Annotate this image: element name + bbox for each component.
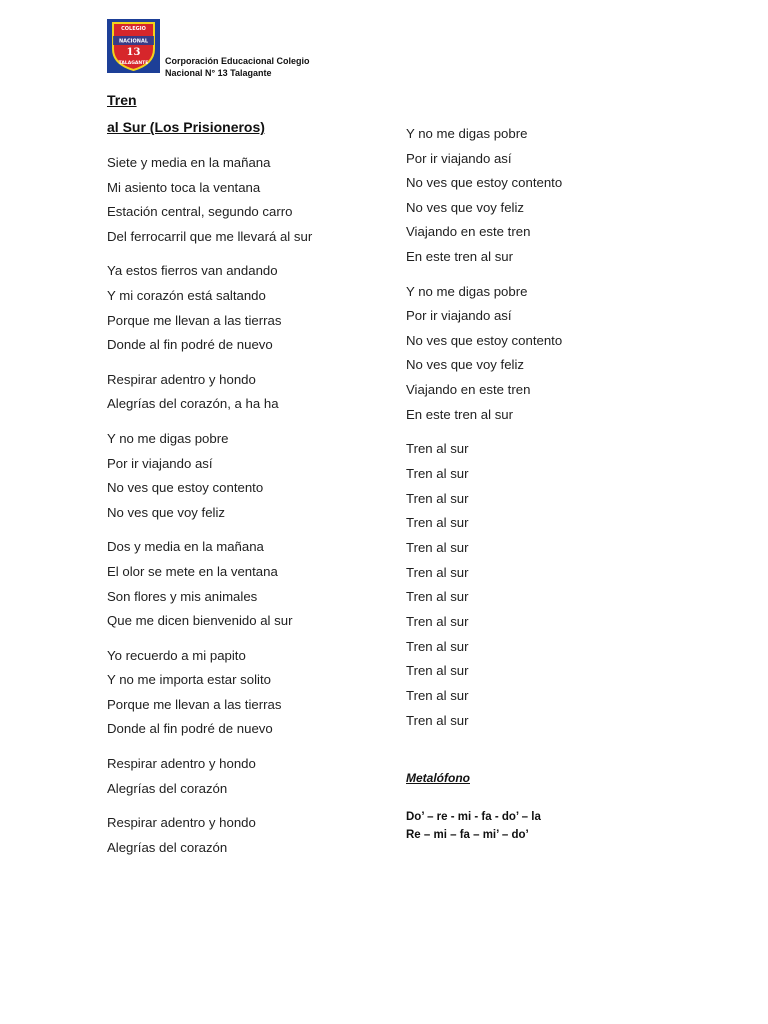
lyrics-stanza [107,368,437,417]
lyric-line: Tren al sur [406,712,469,728]
lyrics-stanza [107,811,437,860]
lyric-line: No ves que estoy contento [406,332,563,348]
lyric-line: Tren al sur [406,441,469,457]
song-title-line-2: al Sur (Los Prisioneros) [107,119,265,135]
lyric-line: Del ferrocarril que me llevará al sur [107,228,313,244]
lyric-line: Alegrías del corazón [107,839,228,855]
lyric-line: En este tren al sur [406,248,514,264]
lyric-line: No ves que voy feliz [406,357,525,373]
lyric-line: Por ir viajando así [107,455,213,471]
crest-arc-text: COLEGIO [121,26,146,32]
lyric-line: Respirar adentro y hondo [107,371,256,387]
lyric-line: Tren al sur [406,613,469,629]
lyric-line: Tren al sur [406,515,469,531]
lyric-line: Respirar adentro y hondo [107,815,256,831]
lyric-line: Viajando en este tren [406,381,531,397]
lyrics-stanza [107,752,437,801]
lyric-line: Viajando en este tren [406,224,531,240]
lyric-line: No ves que voy feliz [406,199,525,215]
lyric-line: Que me dicen bienvenido al sur [107,613,293,629]
metalofono-line-2: Re – mi – fa – mi’ – do’ [406,829,529,841]
lyrics-left-column [107,151,437,870]
lyrics-stanza [107,644,437,742]
lyric-line: Siete y media en la mañana [107,155,271,170]
school-crest-logo [107,19,160,73]
metalofono-notes [406,808,541,844]
lyric-line: Tren al sur [406,564,469,580]
lyric-line: Y no me digas pobre [406,283,528,299]
lyrics-right-column [406,122,736,743]
lyric-line: Alegrías del corazón [107,780,228,796]
lyric-line: No ves que estoy contento [107,480,264,496]
lyric-line: Y no me digas pobre [406,126,528,141]
lyric-line: Porque me llevan a las tierras [107,312,282,328]
school-crest-icon [107,19,160,73]
crest-number: 13 [126,47,141,58]
lyrics-stanza [107,427,437,525]
lyric-line: Tren al sur [406,465,469,481]
lyric-line: Y no me importa estar solito [107,672,271,688]
lyrics-stanza [406,122,736,270]
lyric-line: Respirar adentro y hondo [107,756,256,772]
lyric-line: El olor se mete en la ventana [107,563,278,579]
metalofono-line-1: Do’ – re - mi - fa - do’ – la [406,811,541,823]
lyric-line: Tren al sur [406,589,469,605]
lyric-line: Yo recuerdo a mi papito [107,647,246,663]
lyric-line: Y no me digas pobre [107,430,229,446]
song-title-line-1: Tren [107,92,137,108]
crest-bottom-text: TALAGANTE [118,61,149,66]
institution-line-1: Corporación Educacional Colegio [165,56,310,66]
lyrics-stanza [107,259,437,357]
lyric-line: Mi asiento toca la ventana [107,179,261,195]
metalofono-title: Metalófono [406,771,470,785]
lyric-line: Tren al sur [406,490,469,506]
lyric-line: Donde al fin podré de nuevo [107,721,273,737]
lyric-line: Tren al sur [406,539,469,555]
lyric-line: Alegrías del corazón, a ha ha [107,396,279,412]
lyric-line: Estación central, segundo carro [107,204,293,220]
lyric-line: No ves que voy feliz [107,504,226,520]
lyric-line: Y mi corazón está saltando [107,287,266,303]
lyric-line: Dos y media en la mañana [107,539,264,555]
lyric-line: Tren al sur [406,688,469,703]
lyric-line: Donde al fin podré de nuevo [107,337,273,353]
lyric-line: Por ir viajando así [406,150,512,166]
crest-band-text: NACIONAL [118,38,149,45]
lyric-line: Ya estos fierros van andando [107,263,278,279]
lyric-line: Tren al sur [406,663,469,679]
lyrics-stanza [406,437,736,733]
institution-name [165,55,310,79]
lyric-line: Son flores y mis animales [107,588,258,604]
lyric-line: Por ir viajando así [406,308,512,324]
lyric-line: Tren al sur [406,638,469,654]
lyrics-stanza [406,280,736,428]
lyrics-stanza [107,535,437,633]
lyrics-stanza [107,151,437,249]
lyric-line: En este tren al sur [406,406,514,422]
institution-line-2: Nacional N° 13 Talagante [165,68,272,78]
lyric-line: Porque me llevan a las tierras [107,696,282,712]
lyric-line: No ves que estoy contento [406,175,563,191]
